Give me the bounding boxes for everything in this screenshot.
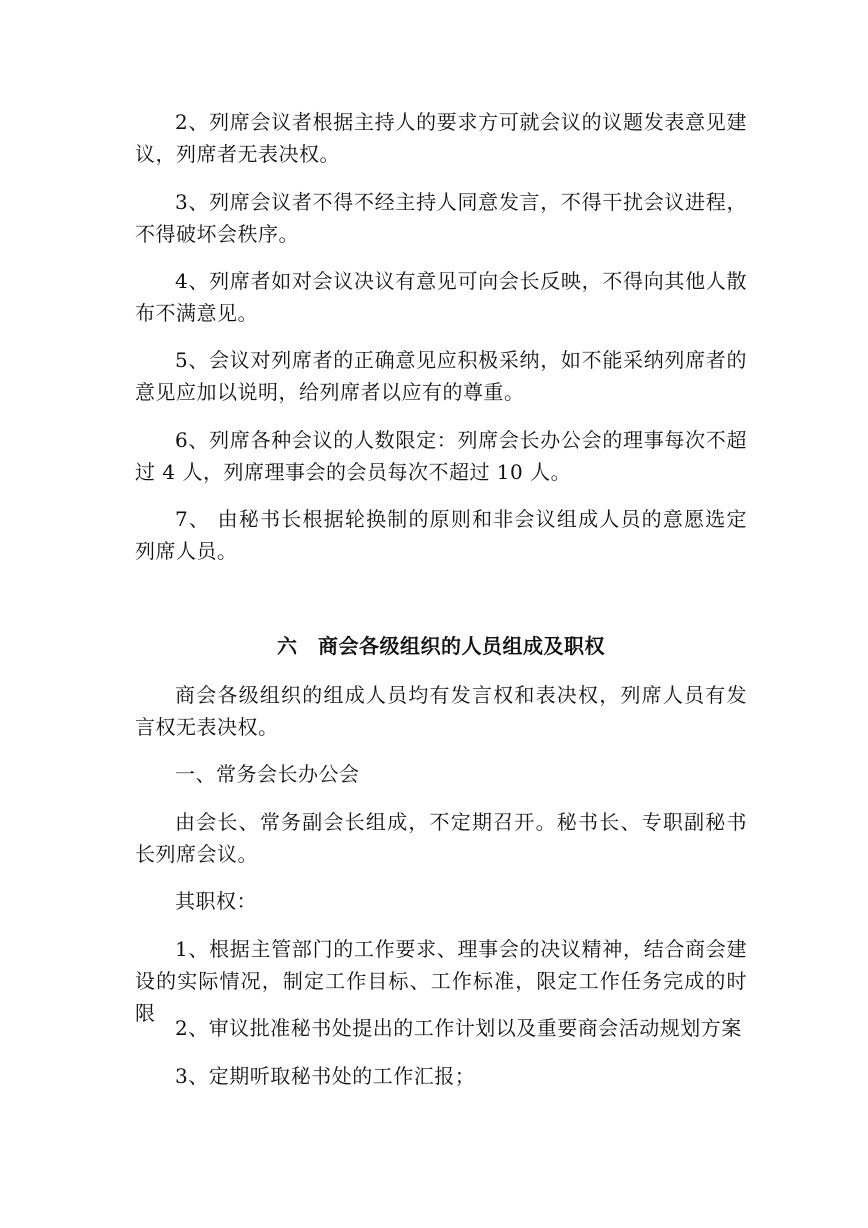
paragraph-attendee-rule-6: 6、列席各种会议的人数限定：列席会长办公会的理事每次不超过 4 人，列席理事会的会员每次不超过 10 人。 xyxy=(135,428,747,484)
paragraph-section-intro: 商会各级组织的组成人员均有发言权和表决权，列席人员有发言权无表决权。 xyxy=(135,683,747,739)
section-heading: 六 商会各级组织的人员组成及职权 xyxy=(277,634,605,658)
paragraph-attendee-rule-4: 4、列席者如对会议决议有意见可向会长反映，不得向其他人散布不满意见。 xyxy=(135,269,747,325)
paragraph-attendee-rule-3: 3、列席会议者不得不经主持人同意发言，不得干扰会议进程，不得破坏会秩序。 xyxy=(135,190,747,246)
paragraph-attendee-rule-7: 7、 由秘书长根据轮换制的原则和非会议组成人员的意愿选定列席人员。 xyxy=(135,507,747,563)
subheading-standing-meeting: 一、常务会长办公会 xyxy=(175,762,360,786)
paragraph-powers-label: 其职权： xyxy=(175,889,257,913)
paragraph-power-3: 3、定期听取秘书处的工作汇报； xyxy=(175,1064,476,1088)
paragraph-power-2: 2、审议批准秘书处提出的工作计划以及重要商会活动规划方案 xyxy=(175,1016,742,1040)
paragraph-attendee-rule-2: 2、列席会议者根据主持人的要求方可就会议的议题发表意见建议，列席者无表决权。 xyxy=(135,110,747,166)
paragraph-meeting-composition: 由会长、常务副会长组成，不定期召开。秘书长、专职副秘书长列席会议。 xyxy=(135,810,747,866)
paragraph-attendee-rule-5: 5、会议对列席者的正确意见应积极采纳，如不能采纳列席者的意见应加以说明，给列席者以应有的尊重。 xyxy=(135,348,747,404)
paragraph-power-1: 1、根据主管部门的工作要求、理事会的决议精神，结合商会建设的实际情况，制定工作目标、工作标准，限定工作任务完成的时限 xyxy=(135,937,747,1025)
